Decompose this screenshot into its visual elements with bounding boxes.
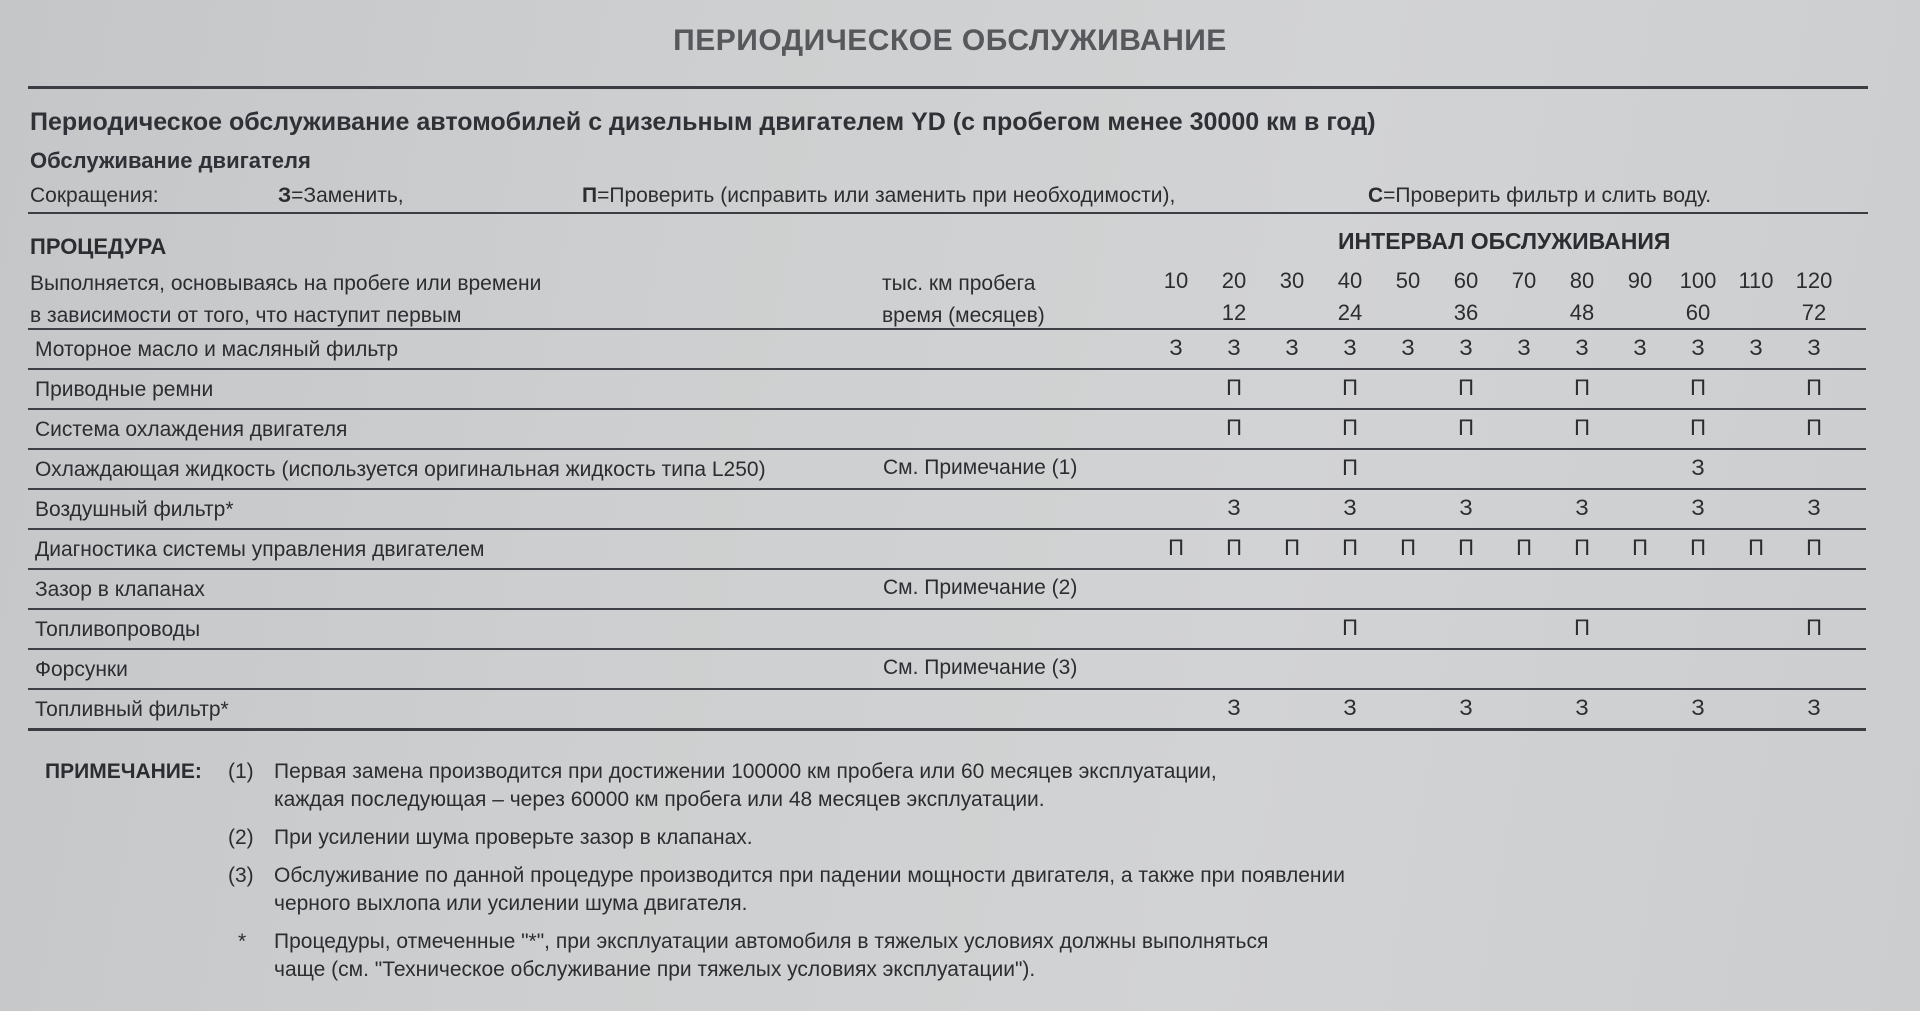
km-value: 60 [1453,268,1479,293]
note-3-line-1: Обслуживание по данной процедуре производится при падении мощности двигателя, а также при появлении [274,864,1345,887]
abbr-filter: С=Проверить фильтр и слить воду. [1368,184,1712,207]
procedure-label: Система охлаждения двигателя [35,418,348,441]
abbreviations-row [30,184,1870,214]
row-rule [28,608,1866,610]
abbr-divider [28,212,1868,214]
row-rule [28,448,1866,450]
interval-cell: П [1226,375,1242,400]
months-label: время (месяцев) [882,304,1045,327]
interval-cell: П [1690,415,1706,440]
month-value: 12 [1221,300,1247,325]
procedure-label: Диагностика системы управления двигателем [35,538,485,561]
procedure-label: Воздушный фильтр* [35,498,234,521]
km-label: тыс. км пробега [882,272,1036,295]
interval-cell: П [1342,415,1358,440]
month-value: 72 [1801,300,1827,325]
interval-cell: П [1806,535,1822,560]
interval-cell: З [1807,695,1821,720]
interval-cell: З [1691,695,1705,720]
interval-cell: З [1633,335,1647,360]
month-value: 36 [1453,300,1479,325]
interval-cell: З [1227,335,1241,360]
procedure-note-ref: См. Примечание (2) [883,576,1078,599]
note-star-line-2: чаще (см. "Техническое обслуживание при тяжелых условиях эксплуатации"). [274,958,1036,981]
note-1-number: (1) [228,760,254,783]
interval-cell: З [1343,495,1357,520]
interval-cell: З [1343,335,1357,360]
note-3-line-2: черного выхлопа или усилении шума двигателя. [274,892,748,915]
procedure-label: Зазор в клапанах [35,578,205,601]
interval-cell: П [1690,535,1706,560]
procedure-note-ref: См. Примечание (1) [883,456,1078,479]
basis-line-2: в зависимости от того, что наступит первым [30,304,462,327]
row-rule [28,368,1866,370]
interval-cell: П [1400,535,1416,560]
procedure-label: Топливопроводы [35,618,201,641]
interval-cell: П [1806,375,1822,400]
interval-cell: П [1574,415,1590,440]
km-value: 30 [1279,268,1305,293]
note-star-line-1: Процедуры, отмеченные "*", при эксплуатации автомобиля в тяжелых условиях должны выполняться [274,930,1269,953]
km-value: 50 [1395,268,1421,293]
header-divider [28,86,1868,89]
interval-cell: З [1517,335,1531,360]
interval-cell: З [1575,695,1589,720]
interval-cell: З [1459,695,1473,720]
abbreviations-label: Сокращения: [30,184,159,207]
interval-cell: П [1632,535,1648,560]
interval-cell: З [1285,335,1299,360]
interval-cell: П [1516,535,1532,560]
note-2-number: (2) [228,826,254,849]
interval-cell: П [1574,375,1590,400]
procedure-note-ref: См. Примечание (3) [883,656,1078,679]
interval-cell: З [1691,335,1705,360]
row-rule [28,328,1866,330]
abbr-check: П=Проверить (исправить или заменить при необходимости), [582,184,1176,207]
basis-line-1: Выполняется, основываясь на пробеге или времени [30,272,542,295]
page-title: ПЕРИОДИЧЕСКОЕ ОБСЛУЖИВАНИЕ [673,24,1227,57]
km-value: 120 [1795,268,1833,293]
row-rule [28,688,1866,690]
interval-cell: П [1574,535,1590,560]
procedure-header: ПРОЦЕДУРА [30,234,167,259]
km-value: 20 [1221,268,1247,293]
note-2-line-1: При усилении шума проверьте зазор в клапанах. [274,826,753,849]
interval-cell: З [1459,335,1473,360]
km-value: 70 [1511,268,1537,293]
interval-cell: З [1459,495,1473,520]
row-rule [28,648,1866,650]
km-value: 110 [1738,268,1774,293]
interval-cell: З [1749,335,1763,360]
row-rule [28,528,1866,530]
interval-cell: З [1691,495,1705,520]
table-bottom-rule [28,728,1866,731]
interval-cell: З [1575,335,1589,360]
interval-cell: П [1284,535,1300,560]
interval-header: ИНТЕРВАЛ ОБСЛУЖИВАНИЯ [1338,228,1671,254]
interval-cell: П [1342,615,1358,640]
procedure-label: Моторное масло и масляный фильтр [35,338,399,361]
interval-cell: З [1807,495,1821,520]
procedure-label: Приводные ремни [35,378,214,401]
month-value: 60 [1685,300,1711,325]
procedure-label: Охлаждающая жидкость (используется оригинальная жидкость типа L250) [35,458,766,481]
km-value: 80 [1569,268,1595,293]
km-value: 90 [1627,268,1653,293]
interval-cell: З [1169,335,1183,360]
interval-cell: П [1168,535,1184,560]
interval-cell: П [1806,415,1822,440]
section-title: Периодическое обслуживание автомобилей с дизельным двигателем YD (с пробегом менее 30000 км в год) [30,108,1376,136]
month-value: 48 [1569,300,1595,325]
interval-cell: З [1227,695,1241,720]
note-1-line-2: каждая последующая – через 60000 км пробега или 48 месяцев эксплуатации. [274,788,1045,811]
interval-cell: П [1690,375,1706,400]
note-star-mark: * [238,930,247,953]
procedure-label: Форсунки [35,658,128,681]
interval-cell: З [1807,335,1821,360]
interval-cell: З [1575,495,1589,520]
row-rule [28,488,1866,490]
interval-cell: П [1458,415,1474,440]
interval-cell: П [1748,535,1764,560]
subsection-title: Обслуживание двигателя [30,148,311,173]
interval-cell: П [1458,535,1474,560]
interval-cell: П [1226,415,1242,440]
interval-cell: П [1342,375,1358,400]
month-value: 24 [1337,300,1363,325]
interval-cell: П [1806,615,1822,640]
notes-label: ПРИМЕЧАНИЕ: [45,760,202,783]
km-value: 100 [1679,268,1717,293]
interval-cell: П [1458,375,1474,400]
interval-cell: З [1401,335,1415,360]
interval-cell: П [1342,455,1358,480]
note-3-number: (3) [228,864,254,887]
interval-cell: П [1574,615,1590,640]
interval-cell: З [1227,495,1241,520]
km-value: 40 [1337,268,1363,293]
note-1-line-1: Первая замена производится при достижении 100000 км пробега или 60 месяцев эксплуатации, [274,760,1217,783]
interval-cell: П [1342,535,1358,560]
abbr-replace: З=Заменить, [278,184,404,207]
row-rule [28,408,1866,410]
interval-cell: З [1691,455,1705,480]
interval-cell: З [1343,695,1357,720]
km-value: 10 [1163,268,1189,293]
interval-cell: П [1226,535,1242,560]
row-rule [28,568,1866,570]
procedure-label: Топливный фильтр* [35,698,229,721]
